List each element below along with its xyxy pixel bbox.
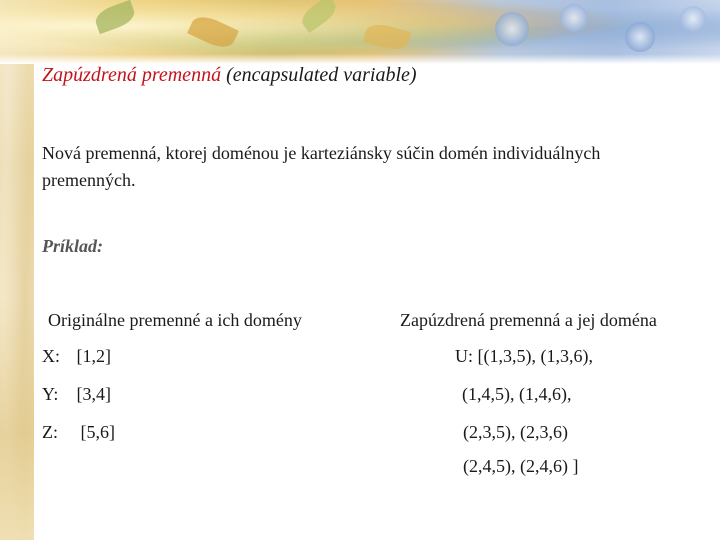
title-term: Zapúzdrená premenná bbox=[42, 64, 222, 86]
variable-domain: [5,6] bbox=[80, 422, 115, 442]
encapsulated-domain-line: (2,4,5), (2,4,6) ] bbox=[463, 456, 579, 476]
encapsulated-domain-line: (2,3,5), (2,3,6) bbox=[463, 422, 568, 442]
variable-row-z bbox=[42, 422, 115, 443]
encapsulated-domain-line: U: [(1,3,5), (1,3,6), bbox=[455, 346, 593, 366]
variable-row-x bbox=[42, 346, 111, 367]
variable-name: X: bbox=[42, 346, 60, 366]
slide-title bbox=[42, 64, 417, 87]
original-variables-header: Originálne premenné a ich domény bbox=[48, 310, 302, 330]
title-gloss: (encapsulated variable) bbox=[221, 64, 417, 86]
flower-decoration bbox=[495, 12, 529, 46]
leaf-decoration bbox=[363, 21, 411, 54]
variable-name: Z: bbox=[42, 422, 58, 442]
definition-text: Nová premenná, ktorej doménou je karteziánsky súčin domén individuálnych premenných. bbox=[42, 143, 601, 190]
leaf-decoration bbox=[298, 0, 341, 33]
flower-decoration bbox=[560, 4, 588, 32]
decorative-side-strip bbox=[0, 0, 34, 540]
variable-domain: [3,4] bbox=[76, 384, 111, 404]
encapsulated-domain-line: (1,4,5), (1,4,6), bbox=[462, 384, 572, 404]
variable-name: Y: bbox=[42, 384, 59, 404]
leaf-decoration bbox=[92, 0, 137, 34]
decorative-header-banner bbox=[0, 0, 720, 64]
example-label: Príklad: bbox=[42, 236, 103, 256]
flower-decoration bbox=[625, 22, 655, 52]
leaf-decoration bbox=[187, 11, 239, 52]
variable-domain: [1,2] bbox=[76, 346, 111, 366]
variable-row-y bbox=[42, 384, 111, 405]
flower-decoration bbox=[680, 6, 706, 32]
encapsulated-variable-header: Zapúzdrená premenná a jej doména bbox=[400, 310, 657, 330]
